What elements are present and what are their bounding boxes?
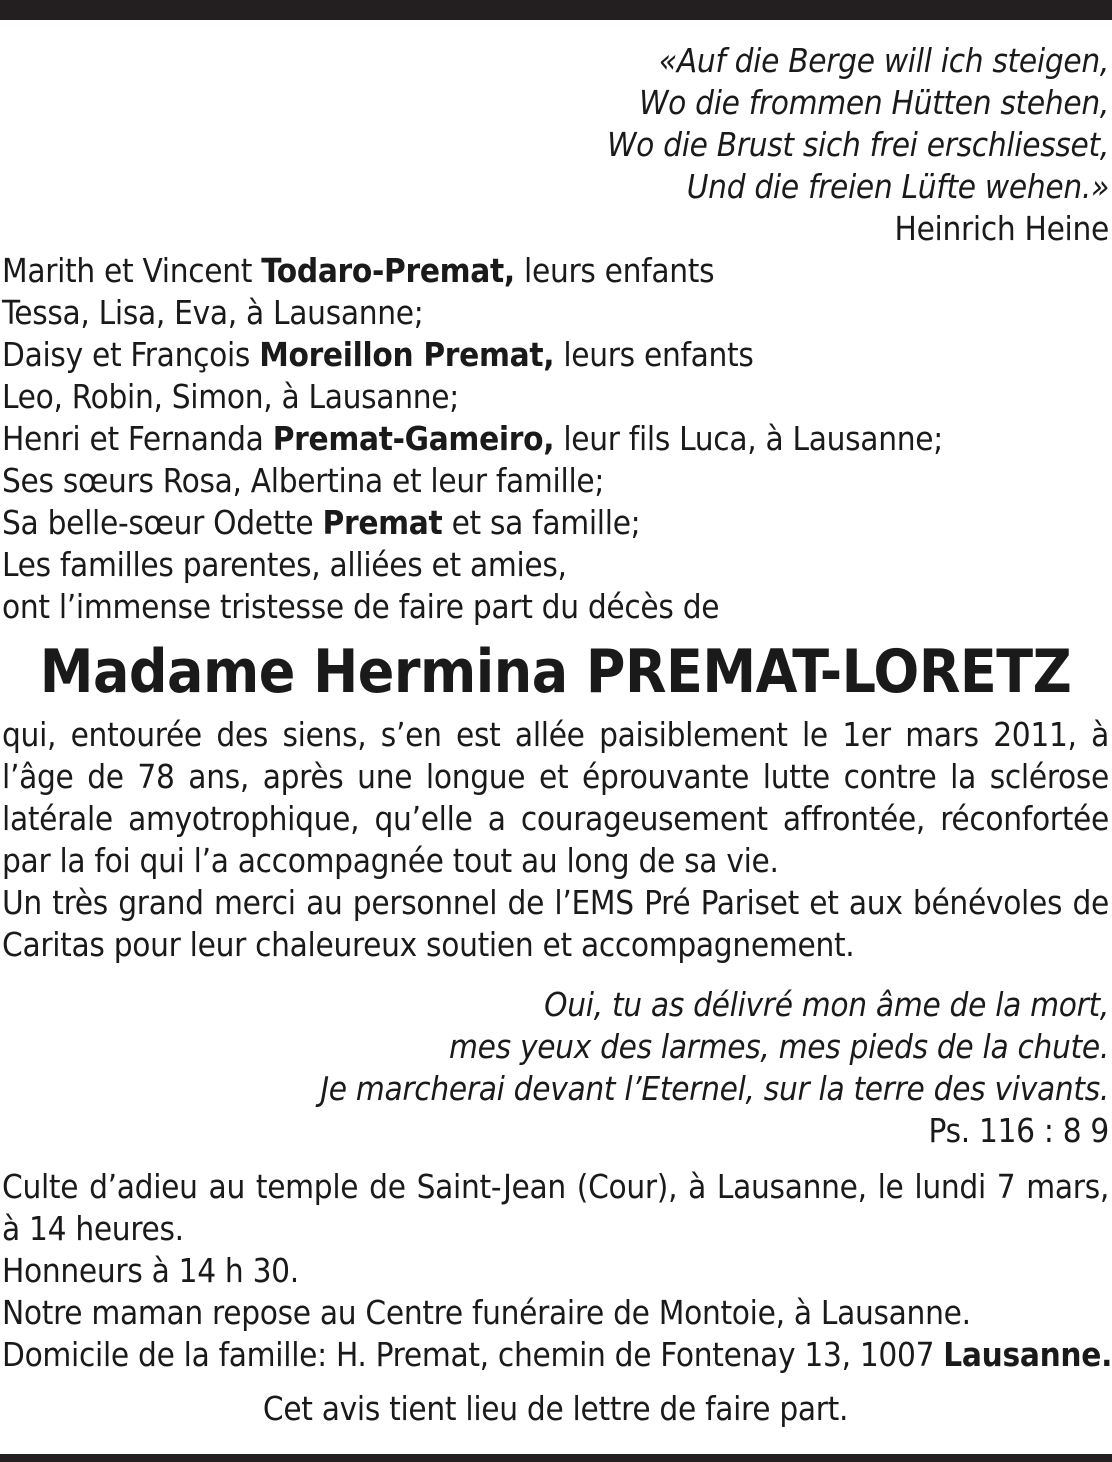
address-city: Lausanne. bbox=[943, 1335, 1112, 1374]
ceremony-details bbox=[2, 1166, 1112, 1376]
verse-line: mes yeux des larmes, mes pieds de la chute. bbox=[449, 1027, 1109, 1066]
family-text: leurs enfants bbox=[514, 251, 715, 290]
epigraph-line: Wo die Brust sich frei erschliesset, bbox=[607, 125, 1109, 164]
family-surname: Moreillon Premat, bbox=[259, 335, 555, 374]
family-line bbox=[2, 292, 1109, 334]
family-text: Ses sœurs Rosa, Albertina et leur famille; bbox=[2, 461, 605, 500]
verse-reference: Ps. 116 : 8 9 bbox=[928, 1111, 1109, 1150]
repose-text: Notre maman repose au Centre funéraire de Montoie, à Lausanne. bbox=[2, 1293, 971, 1332]
family-list bbox=[2, 250, 1109, 628]
top-rule bbox=[0, 0, 1112, 20]
family-surname: Todaro-Premat, bbox=[261, 251, 515, 290]
family-text: leur fils Luca, à Lausanne; bbox=[554, 419, 943, 458]
family-text: et sa famille; bbox=[442, 503, 641, 542]
family-text: Sa belle-sœur Odette bbox=[2, 503, 323, 542]
honours-text: Honneurs à 14 h 30. bbox=[2, 1251, 299, 1290]
family-address bbox=[2, 1334, 1112, 1376]
family-line bbox=[2, 250, 1109, 292]
family-text: Leo, Robin, Simon, à Lausanne; bbox=[2, 377, 459, 416]
epigraph-line: Wo die frommen Hütten stehen, bbox=[639, 83, 1109, 122]
obituary-notice bbox=[2, 40, 1112, 1430]
family-text: Tessa, Lisa, Eva, à Lausanne; bbox=[2, 293, 424, 332]
service-text: Culte d’adieu au temple de Saint-Jean (Cour), à Lausanne, le lundi 7 mars, à 14 heures. bbox=[2, 1167, 1109, 1248]
closing-note: Cet avis tient lieu de lettre de faire part. bbox=[262, 1389, 849, 1428]
family-line bbox=[2, 376, 1109, 418]
deceased-name: Madame Hermina PREMAT-LORETZ bbox=[39, 637, 1072, 707]
family-text: ont l’immense tristesse de faire part du décès de bbox=[2, 587, 720, 626]
bible-verse bbox=[2, 984, 1109, 1152]
epigraph bbox=[2, 40, 1109, 250]
verse-line: Oui, tu as délivré mon âme de la mort, bbox=[544, 985, 1109, 1024]
family-text: Daisy et François bbox=[2, 335, 260, 374]
body-paragraph: qui, entourée des siens, s’en est allée paisiblement le 1er mars 2011, à l’âge de 78 ans, après une longue et éprouvante lutte contre la sclérose latérale amyotrophique, qu’elle a courageusement affrontée, réconfortée par la foi qui l’a accompagnée tout au long de sa vie. bbox=[2, 715, 1109, 880]
family-text: leurs enfants bbox=[554, 335, 754, 374]
family-text: Les familles parentes, alliées et amies, bbox=[2, 545, 567, 584]
family-line bbox=[2, 586, 1109, 628]
epigraph-line: «Auf die Berge will ich steigen, bbox=[658, 41, 1109, 80]
family-text: Marith et Vincent bbox=[2, 251, 262, 290]
family-line bbox=[2, 334, 1109, 376]
family-surname: Premat-Gameiro, bbox=[272, 419, 555, 458]
epigraph-author: Heinrich Heine bbox=[894, 209, 1109, 248]
address-text: Domicile de la famille: H. Premat, chemin de Fontenay 13, 1007 bbox=[2, 1335, 944, 1374]
notice-body bbox=[2, 714, 1109, 966]
family-line bbox=[2, 544, 1109, 586]
family-line bbox=[2, 418, 1109, 460]
verse-line: Je marcherai devant l’Eternel, sur la terre des vivants. bbox=[320, 1069, 1109, 1108]
body-paragraph: Un très grand merci au personnel de l’EMS Pré Pariset et aux bénévoles de Caritas pour leur chaleureux soutien et accompagnement. bbox=[2, 883, 1109, 964]
family-text: Henri et Fernanda bbox=[2, 419, 273, 458]
family-surname: Premat bbox=[322, 503, 443, 542]
family-line bbox=[2, 502, 1109, 544]
bottom-rule bbox=[0, 1454, 1112, 1462]
epigraph-line: Und die freien Lüfte wehen.» bbox=[686, 167, 1109, 206]
family-line bbox=[2, 460, 1109, 502]
